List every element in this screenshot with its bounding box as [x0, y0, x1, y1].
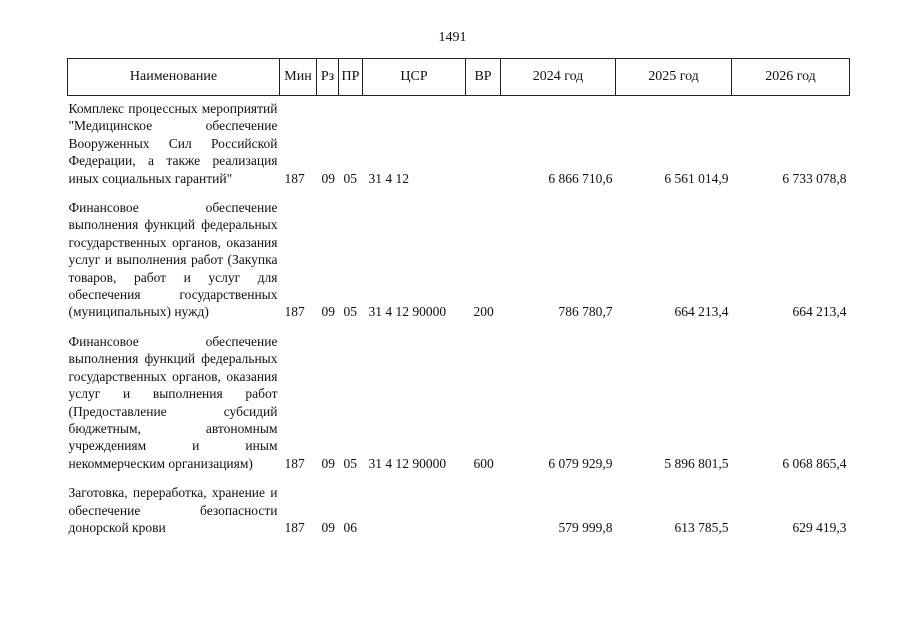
- row-name: Финансовое обеспечение выполнения функций федеральных государственных органов, оказания услуг и выполнения работ (Предоставление субсидий бюджетным, автономным учреждениям и иным некоммерческим организациям): [68, 333, 278, 471]
- row-rz: 09: [321, 519, 335, 535]
- row-2025: 5 896 801,5: [664, 455, 729, 471]
- row-pr: 05: [343, 304, 357, 320]
- page-number: 1491: [438, 30, 467, 45]
- row-2026: 6 733 078,8: [782, 170, 847, 186]
- row-2025: 613 785,5: [674, 519, 729, 535]
- row-min: 187: [284, 519, 305, 535]
- row-name: Комплекс процессных мероприятий "Медицинское обеспечение Вооруженных Сил Российской Федерации, а также реализация иных социальных гарантий": [68, 101, 278, 186]
- row-rz: 09: [321, 304, 335, 320]
- row-2026: 664 213,4: [792, 304, 847, 320]
- table-row: [68, 484, 850, 536]
- row-2024: 6 079 929,9: [548, 455, 613, 471]
- row-csr: [363, 484, 466, 536]
- row-pr: 06: [343, 519, 357, 535]
- row-2025: 664 213,4: [674, 304, 729, 320]
- row-name: Финансовое обеспечение выполнения функций федеральных государственных органов, оказания услуг и выполнения работ (Закупка товаров, работ и услуг для обеспечения государственных (муниципальных) нужд): [68, 200, 278, 320]
- table-row: [68, 199, 850, 321]
- header-2025: 2025 год: [616, 59, 732, 96]
- row-rz: 09: [321, 455, 335, 471]
- header-pr: ПР: [339, 59, 363, 96]
- table-row: [68, 333, 850, 472]
- row-2024: 579 999,8: [558, 519, 613, 535]
- row-min: 187: [284, 304, 305, 320]
- row-2024: 6 866 710,6: [548, 170, 613, 186]
- row-rz: 09: [321, 170, 335, 186]
- row-csr: 31 4 12 90000: [368, 455, 447, 471]
- header-rz: Рз: [317, 59, 339, 96]
- header-vr: ВР: [466, 59, 501, 96]
- row-vr: 600: [473, 455, 494, 471]
- row-csr: 31 4 12: [368, 170, 409, 186]
- row-vr: [466, 484, 501, 536]
- budget-table: [67, 58, 850, 536]
- header-2024: 2024 год: [501, 59, 616, 96]
- row-2026: 629 419,3: [792, 519, 847, 535]
- row-name: Заготовка, переработка, хранение и обеспечение безопасности донорской крови: [68, 485, 278, 535]
- header-min: Мин: [280, 59, 317, 96]
- row-pr: 05: [343, 455, 357, 471]
- row-2026: 6 068 865,4: [782, 455, 847, 471]
- row-vr: [466, 96, 501, 188]
- row-min: 187: [284, 455, 305, 471]
- row-min: 187: [284, 170, 305, 186]
- table-header: [68, 59, 850, 96]
- row-vr: 200: [473, 304, 494, 320]
- header-2026: 2026 год: [732, 59, 850, 96]
- row-2025: 6 561 014,9: [664, 170, 729, 186]
- table-row: [68, 96, 850, 188]
- header-name: Наименование: [68, 59, 280, 96]
- row-2024: 786 780,7: [558, 304, 613, 320]
- row-csr: 31 4 12 90000: [368, 304, 447, 320]
- header-csr: ЦСР: [363, 59, 466, 96]
- row-pr: 05: [343, 170, 357, 186]
